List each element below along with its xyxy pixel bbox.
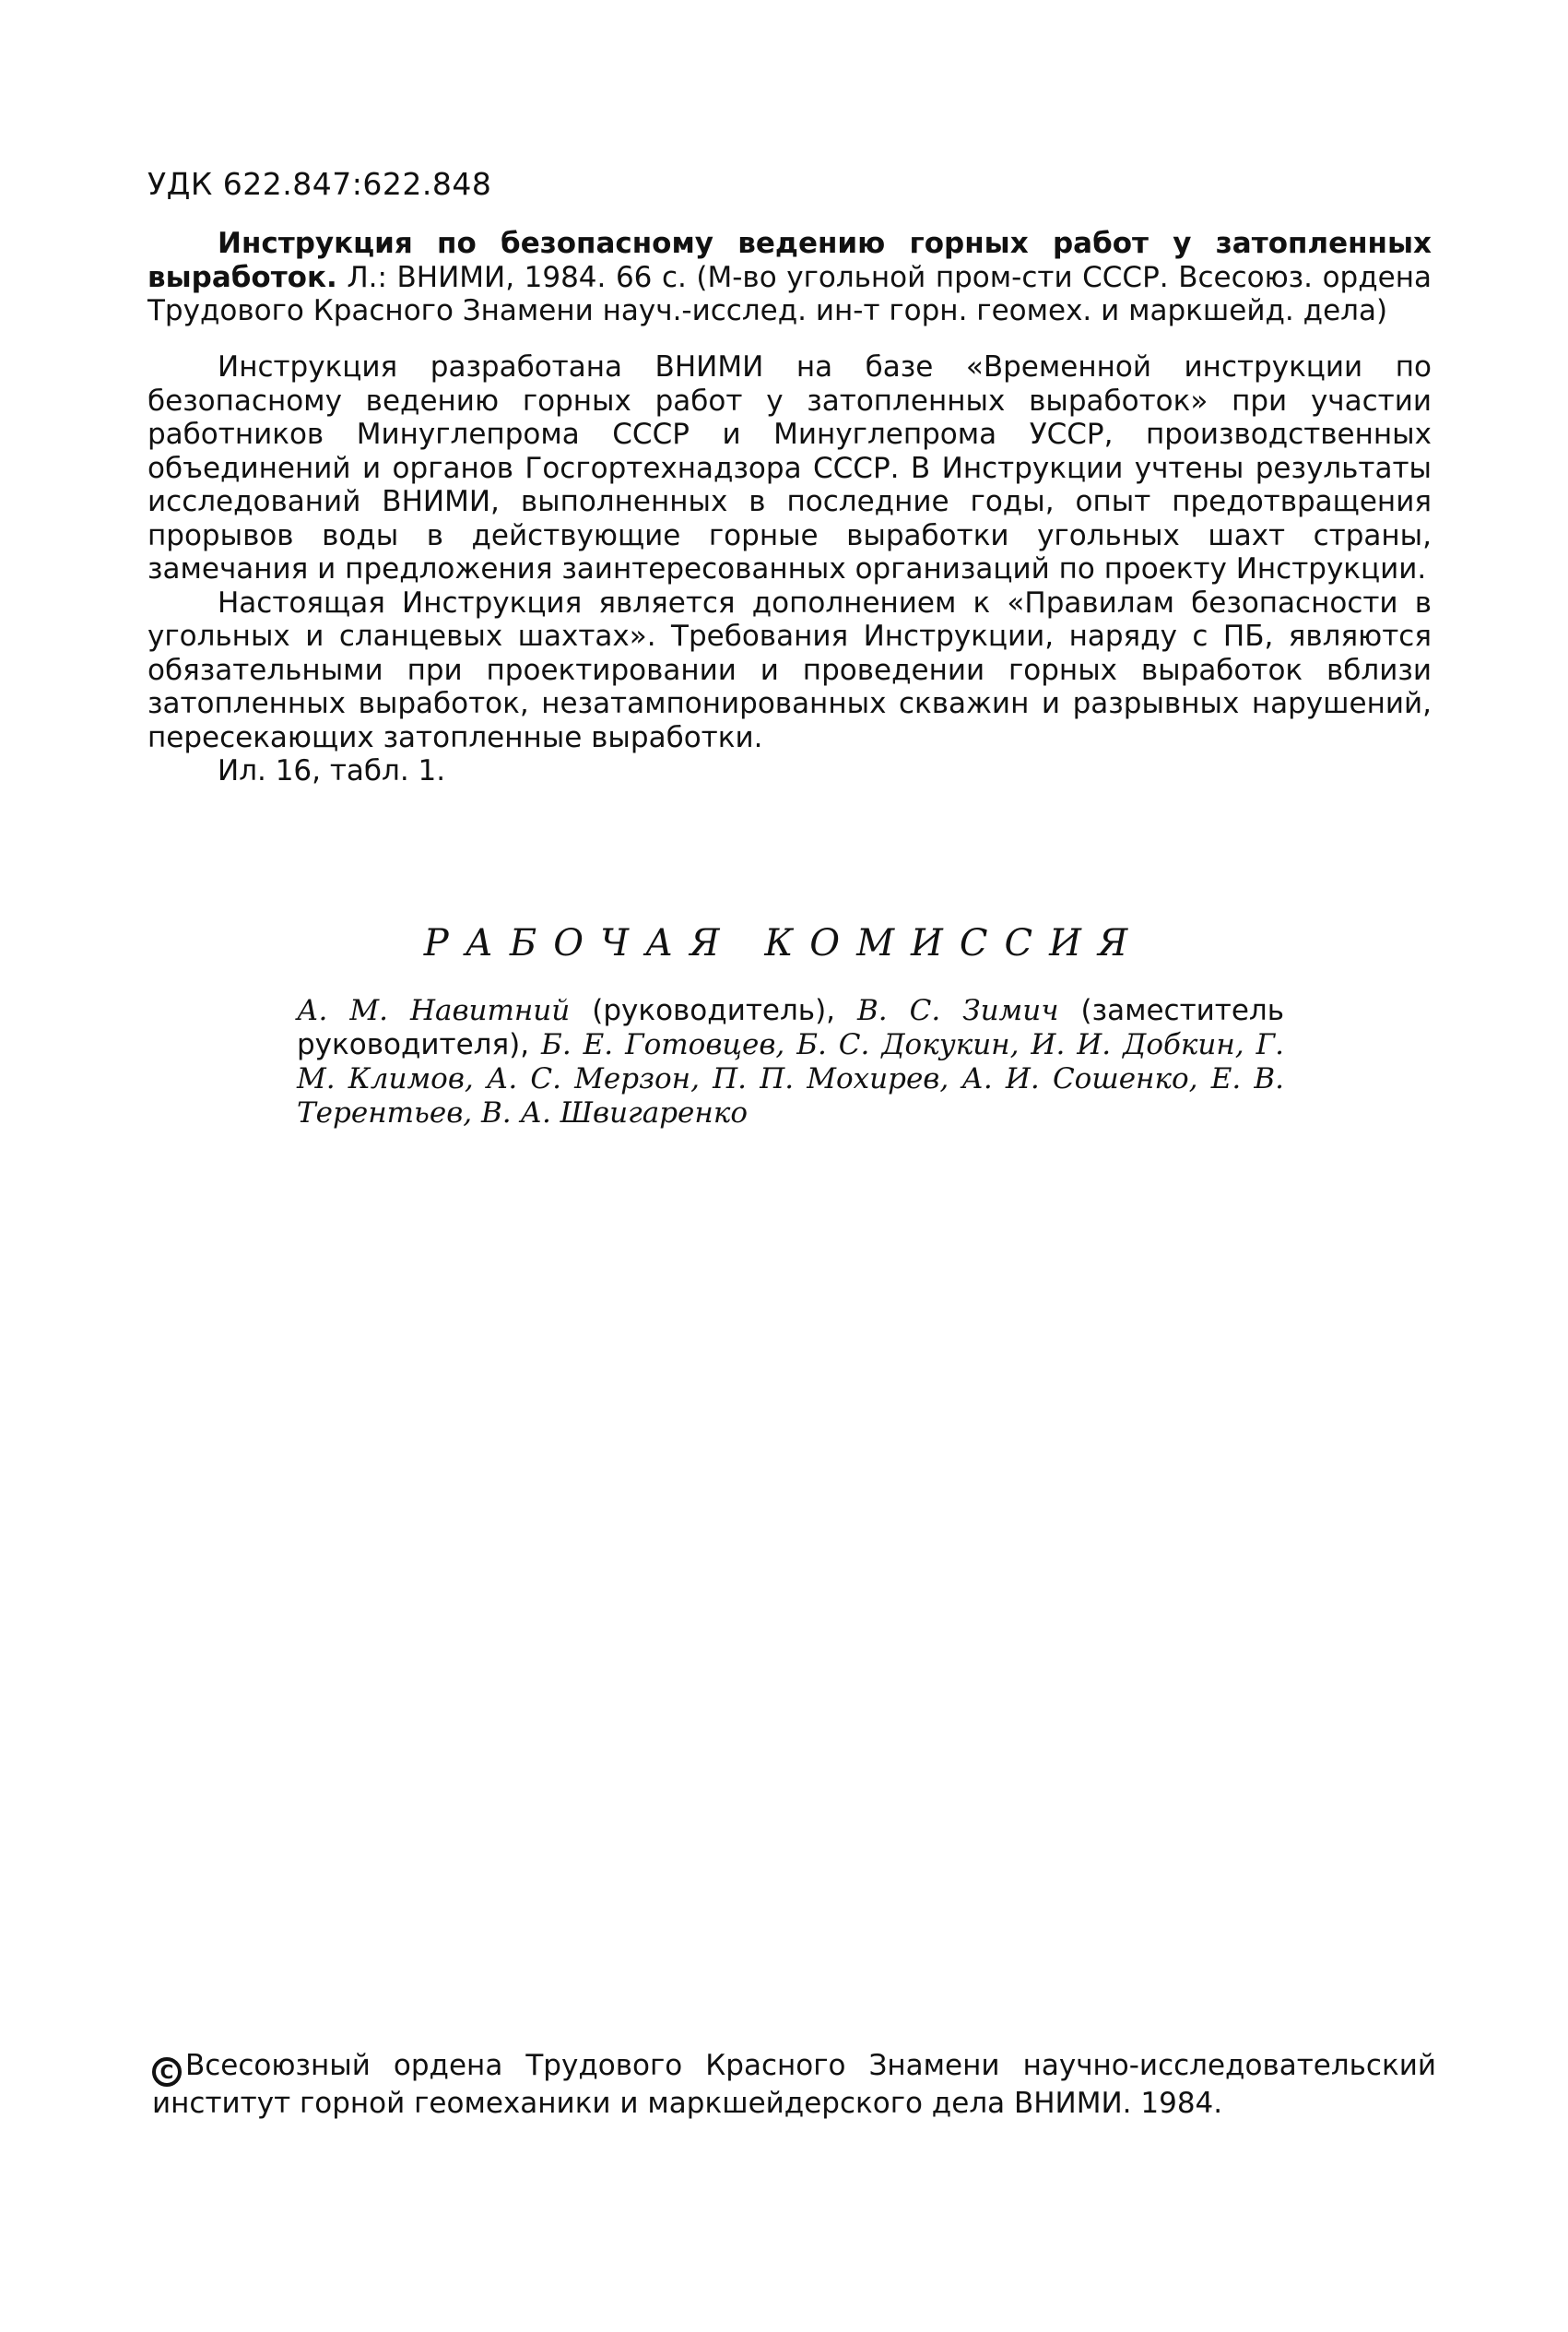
- bibliographic-paragraph: [147, 227, 1432, 328]
- member-head-role: (руководитель),: [570, 994, 858, 1027]
- publication-details: Л.: ВНИМИ, 1984. 66 с. (М-во угольной пром-сти СССР. Всесоюз. ордена Трудового Красного Знамени науч.-исслед. ин-т горн. геомех. и маркшейд. дела): [147, 260, 1432, 327]
- member-deputy: В. С. Зимич: [857, 994, 1059, 1027]
- copyright-icon: C: [152, 2057, 182, 2087]
- commission-members: [297, 994, 1284, 1130]
- illustrations-note: Ил. 16, табл. 1.: [218, 754, 446, 787]
- member-deputy-role: (заместитель руководителя),: [297, 994, 1285, 1061]
- abstract-paragraph-2: Настоящая Инструкция является дополнением к «Правилам безопасности в угольных и сланцевых шахтах». Требования Инструкции, наряду с ПБ, являются обязательными при проектировании и проведении горных выработок вблизи затопленных выработок, незатампонированных скважин и разрывных нарушений, пересекающих затопленные выработки.: [147, 586, 1432, 754]
- book-title: Инструкция по безопасному ведению горных работ у затопленных выработок.: [147, 227, 1432, 294]
- abstract: [147, 350, 1432, 788]
- commission-title: РАБОЧАЯ КОМИССИЯ: [423, 922, 1145, 965]
- udk-code: УДК 622.847:622.848: [147, 166, 492, 202]
- members-list: Б. Е. Готовцев, Б. С. Докукин, И. И. Добкин, Г. М. Климов, А. С. Мерзон, П. П. Мохирев, А. И. Сошенко, Е. В. Терентьев, В. А. Швигаренко: [297, 1028, 1284, 1130]
- bibliographic-description: [147, 227, 1432, 328]
- member-head: А. М. Навитний: [297, 994, 571, 1027]
- copyright-text: Всесоюзный ордена Трудового Красного Знамени научно-исследовательский институт горной геомеханики и маркшейдерского дела ВНИМИ. 1984.: [152, 2049, 1436, 2120]
- abstract-paragraph-1: Инструкция разработана ВНИМИ на базе «Временной инструкции по безопасному ведению горных работ у затопленных выработок» при участии работников Минуглепрома СССР и Минуглепрома УССР, производственных объединений и органов Госгортехнадзора СССР. В Инструкции учтены результаты исследований ВНИМИ, выполненных в последние годы, опыт предотвращения прорывов воды в действующие горные выработки угольных шахт страны, замечания и предложения заинтересованных организаций по проекту Инструкции.: [147, 350, 1432, 586]
- copyright-notice: [152, 2049, 1436, 2120]
